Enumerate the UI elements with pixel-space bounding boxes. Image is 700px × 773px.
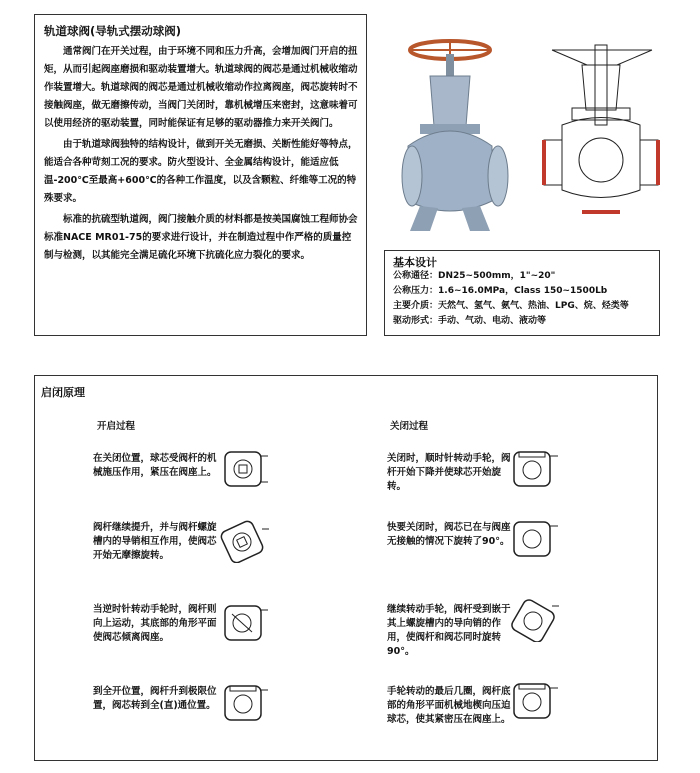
valve-tilting-icon bbox=[220, 604, 270, 644]
close-step-4: 手轮转动的最后几圈，阀杆底部的角形平面机械地楔向压迫球芯，使其紧密压在阀座上。 bbox=[387, 686, 511, 725]
valve-photo bbox=[400, 36, 510, 236]
valve-rotating-icon bbox=[220, 519, 270, 563]
valve-near-closed-icon bbox=[510, 520, 560, 560]
open-step-2: 阀杆继续提升，并与阀杆螺旋槽内的导销相互作用，使阀芯开始无摩擦旋转。 bbox=[93, 522, 217, 561]
intro-title: 轨道球阀(导轨式摆动球阀) bbox=[44, 24, 182, 38]
intro-panel bbox=[34, 14, 367, 336]
valve-section-drawing bbox=[542, 40, 660, 230]
row-value: DN25~500mm，1"~20" bbox=[438, 271, 556, 281]
intro-paragraph-3: 标准的抗硫型轨道阀，阀门接触介质的材料都是按美国腐蚀工程师协会标准NACE MR01-75的要求进行设计，并在制造过程中作严格的质量控制与检测，以其能完全满足硫化环境下抗硫化应力裂化的要求。 bbox=[44, 214, 358, 261]
close-step-2: 快要关闭时，阀芯已在与阀座无接触的情况下旋转了90°。 bbox=[387, 522, 511, 547]
principle-panel bbox=[34, 375, 658, 761]
intro-paragraph-1: 通常阀门在开关过程，由于环境不同和压力升高，会增加阀门开启的扭矩，从而引起阀座磨损和驱动装置增大。轨道球阀的阀芯是通过机械收缩动作装置增大。轨道球阀的阀芯是通过机械收缩动作拉离阀座，阀芯旋转时不接触阀座，做无磨擦传动，当阀门关闭时，靠机械增压来密封，这意味着可以使用经济的驱动装置，同时能保证有足够的驱动器推力来开关阀门。 bbox=[44, 46, 358, 129]
open-step-1: 在关闭位置，球芯受阀杆的机械施压作用，紧压在阀座上。 bbox=[93, 453, 217, 478]
row-value: 天然气、氢气、氨气、热油、LPG、烷、烃类等 bbox=[438, 301, 629, 311]
intro-body bbox=[44, 43, 360, 265]
close-step-1: 关闭时，顺时针转动手轮，阀杆开始下降并使球芯开始旋转。 bbox=[387, 453, 511, 492]
open-step-4: 到全开位置，阀杆升到极限位置，阀芯转到全(直)通位置。 bbox=[93, 686, 217, 711]
valve-seated-icon bbox=[510, 678, 560, 722]
basic-row bbox=[393, 299, 657, 314]
row-label: 公称压力： bbox=[393, 286, 439, 296]
close-step-3: 继续转动手轮，阀杆受到嵌于其上螺旋槽内的导向销的作用，使阀杆和阀芯同时旋转90°。 bbox=[387, 604, 511, 657]
basic-design-panel bbox=[384, 250, 660, 336]
row-label: 驱动形式： bbox=[393, 316, 439, 326]
basic-row bbox=[393, 284, 657, 299]
open-step-3: 当逆时针转动手轮时，阀杆则向上运动，其底部的角形平面使阀芯倾离阀座。 bbox=[93, 604, 217, 643]
valve-closed-icon bbox=[220, 450, 270, 490]
basic-row bbox=[393, 269, 657, 284]
valve-open-icon bbox=[220, 682, 270, 724]
intro-paragraph-2: 由于轨道球阀独特的结构设计，做到开关无磨损、关断性能好等特点，能适合各种苛刻工况的要求。防火型设计、全金属结构设计，能适应低温-200℃至最高+600℃的各种工作温度，以及含颗粒、纤维等工况的特殊要求。 bbox=[44, 139, 358, 204]
open-process-heading: 开启过程 bbox=[97, 421, 136, 432]
valve-turning-icon bbox=[510, 598, 560, 642]
basic-design-title: 基本设计 bbox=[393, 256, 437, 269]
row-label: 公称通径： bbox=[393, 271, 439, 281]
basic-row bbox=[393, 314, 657, 329]
row-label: 主要介质： bbox=[393, 301, 439, 311]
principle-title: 启闭原理 bbox=[41, 386, 85, 399]
basic-design-rows bbox=[393, 269, 657, 329]
row-value: 1.6~16.0MPa，Class 150~1500Lb bbox=[438, 286, 608, 296]
valve-closing-icon bbox=[510, 446, 560, 490]
row-value: 手动、气动、电动、液动等 bbox=[438, 316, 547, 326]
close-process-heading: 关闭过程 bbox=[390, 421, 429, 432]
